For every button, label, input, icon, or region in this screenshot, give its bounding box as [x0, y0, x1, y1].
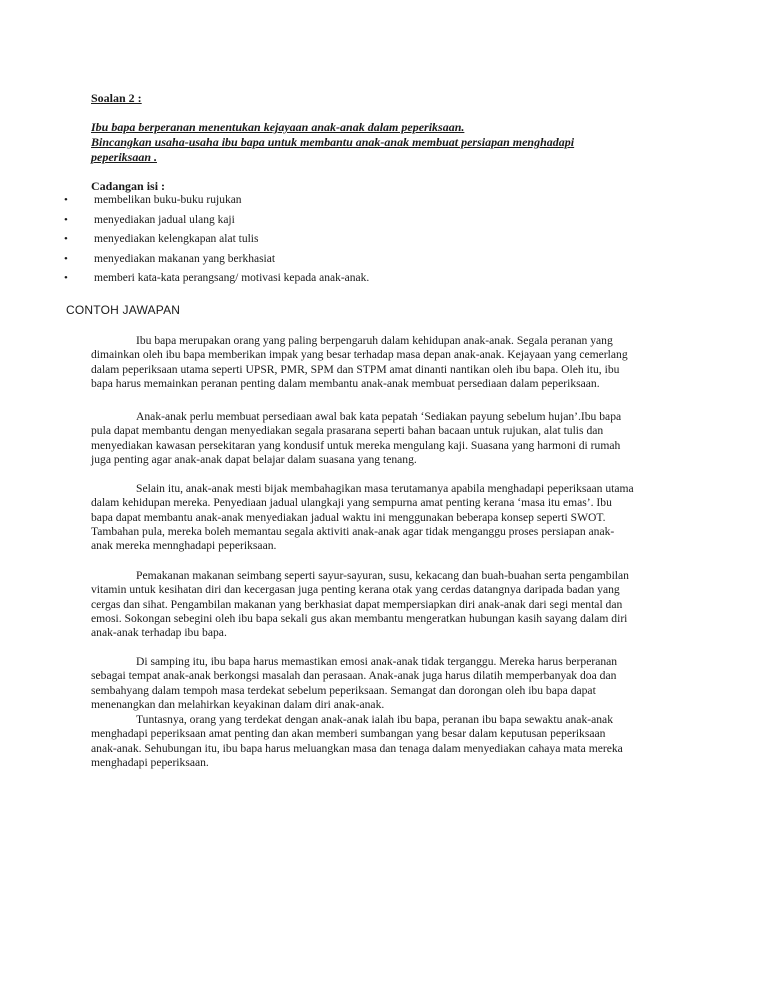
paragraph-line: emosi. Sokongan sebegini oleh ibu bapa sekali gus akan membantu mengeratkan hubungan kasih sayang dalam diri [91, 611, 628, 625]
paragraph-line: anak-anak terhadap ibu bapa. [91, 626, 227, 640]
paragraph-1 [91, 334, 673, 391]
bullet-icon: • [64, 194, 68, 206]
paragraph-line: dalam kehidupan mereka. Penyediaan jadual ulangkaji yang sempurna amat penting kerana ‘masa itu emas’. Ibu [91, 496, 612, 510]
list-item [64, 193, 369, 213]
question-line-2: Bincangkan usaha-usaha ibu bapa untuk membantu anak-anak membuat persiapan menghadapi [91, 135, 575, 149]
paragraph-line: Anak-anak perlu membuat persediaan awal bak kata pepatah ‘Sediakan payung sebelum hujan’.Ibu bapa [136, 410, 622, 423]
list-item-text: menyediakan kelengkapan alat tulis [94, 233, 259, 246]
list-item [64, 271, 369, 291]
list-item-text: menyediakan jadual ulang kaji [94, 213, 235, 226]
question-heading: Soalan 2 : [91, 91, 142, 105]
paragraph-line: Tuntasnya, orang yang terdekat dengan anak-anak ialah ibu bapa, peranan ibu bapa sewaktu anak-anak [136, 713, 613, 726]
paragraph-4 [91, 569, 673, 640]
sample-answer-label: CONTOH JAWAPAN [66, 303, 181, 317]
paragraph-6 [91, 713, 673, 770]
paragraph-line: bapa dapat membantu anak-anak menyediakan jadual waktu ini menggunakan beberapa konsep seperti SWOT. [91, 510, 606, 524]
list-item-text: memberi kata-kata perangsang/ motivasi kepada anak-anak. [94, 272, 370, 285]
paragraph-line: sebagai tempat anak-anak berkongsi masalah dan perasaan. Anak-anak juga harus dilatih memperbanyak doa dan [91, 669, 617, 683]
paragraph-line: Di samping itu, ibu bapa harus memastikan emosi anak-anak tidak terganggu. Mereka harus berperanan [136, 655, 618, 668]
paragraph-line: pula dapat membantu dengan menyediakan segala prasarana seperti bahan bacaan untuk rujukan, alat tulis dan [91, 424, 604, 438]
bullet-icon: • [64, 213, 68, 226]
list-item-text: menyediakan makanan yang berkhasiat [94, 252, 276, 265]
paragraph-line: Pemakanan makanan seimbang seperti sayur-sayuran, susu, kekacang dan buah-buahan serta pengambilan [136, 569, 629, 582]
paragraph-line: dimainkan oleh ibu bapa memberikan impak yang besar terhadap masa depan anak-anak. Kejayaan yang cemerlang [91, 348, 628, 362]
bullet-icon: • [64, 233, 68, 246]
list-item-text: membelikan buku-buku rujukan [94, 194, 242, 206]
paragraph-line: vitamin untuk kesihatan diri dan kecergasan juga penting kerana otak yang cerdas datangnya daripada badan yang [91, 583, 620, 597]
list-item [64, 252, 369, 272]
paragraph-line: Ibu bapa merupakan orang yang paling berpengaruh dalam kehidupan anak-anak. Segala peranan yang [136, 334, 613, 347]
question-line-1: Ibu bapa berperanan menentukan kejayaan anak-anak dalam peperiksaan. [91, 120, 465, 134]
paragraph-line: menghadapi peperiksaan amat penting dan akan memberi sumbangan yang besar dalam keputusan peperiksaan [91, 727, 606, 741]
paragraph-line: bapa harus memainkan peranan penting dalam membantu anak-anak membuat persediaan dalam peperiksaan. [91, 376, 600, 390]
paragraph-line: sembahyang dalam tempoh masa terdekat sebelum peperiksaan. Semangat dan dorongan oleh ibu bapa dapat [91, 683, 596, 697]
paragraph-line: Tambahan pula, mereka boleh memantau segala aktiviti anak-anak agar tidak menganggu proses persiapan anak- [91, 524, 615, 538]
paragraph-5 [91, 655, 673, 712]
paragraph-line: cergas dan sihat. Pengambilan makanan yang berkhasiat dapat mempersiapkan diri anak-anak dari segi mental dan [91, 597, 623, 611]
list-item [64, 213, 369, 233]
bullet-icon: • [64, 252, 68, 265]
paragraph-line: menenangkan dan melahirkan keyakinan dalam diri anak-anak. [91, 697, 385, 711]
question-line-3: peperiksaan . [91, 150, 157, 164]
bullet-icon: • [64, 272, 68, 285]
list-item [64, 232, 369, 252]
paragraph-3 [91, 482, 673, 553]
question-text [91, 120, 671, 165]
suggestions-list [64, 193, 369, 291]
paragraph-line: anak-anak. Sehubungan itu, ibu bapa harus meluangkan masa dan tenaga dalam menyediakan cahaya mata mereka [91, 741, 623, 755]
paragraph-line: menghadapi peperiksaan. [91, 755, 209, 769]
paragraph-line: dalam peperiksaan utama seperti UPSR, PMR, SPM dan STPM amat dinanti nantikan oleh ibu bapa. Oleh itu, ibu [91, 362, 620, 376]
paragraph-line: juga penting agar anak-anak dapat belajar dalam suasana yang tenang. [91, 452, 417, 466]
paragraph-line: menyediakan kawasan persekitaran yang kondusif untuk mereka mengulang kaji. Suasana yang harmoni di rumah [91, 438, 621, 452]
paragraph-2 [91, 410, 673, 467]
paragraph-line: Selain itu, anak-anak mesti bijak membahagikan masa terutamanya apabila menghadapi peperiksaan utama [136, 482, 634, 495]
suggestions-label: Cadangan isi : [91, 179, 166, 193]
paragraph-line: anak mereka mennghadapi peperiksaan. [91, 539, 277, 553]
